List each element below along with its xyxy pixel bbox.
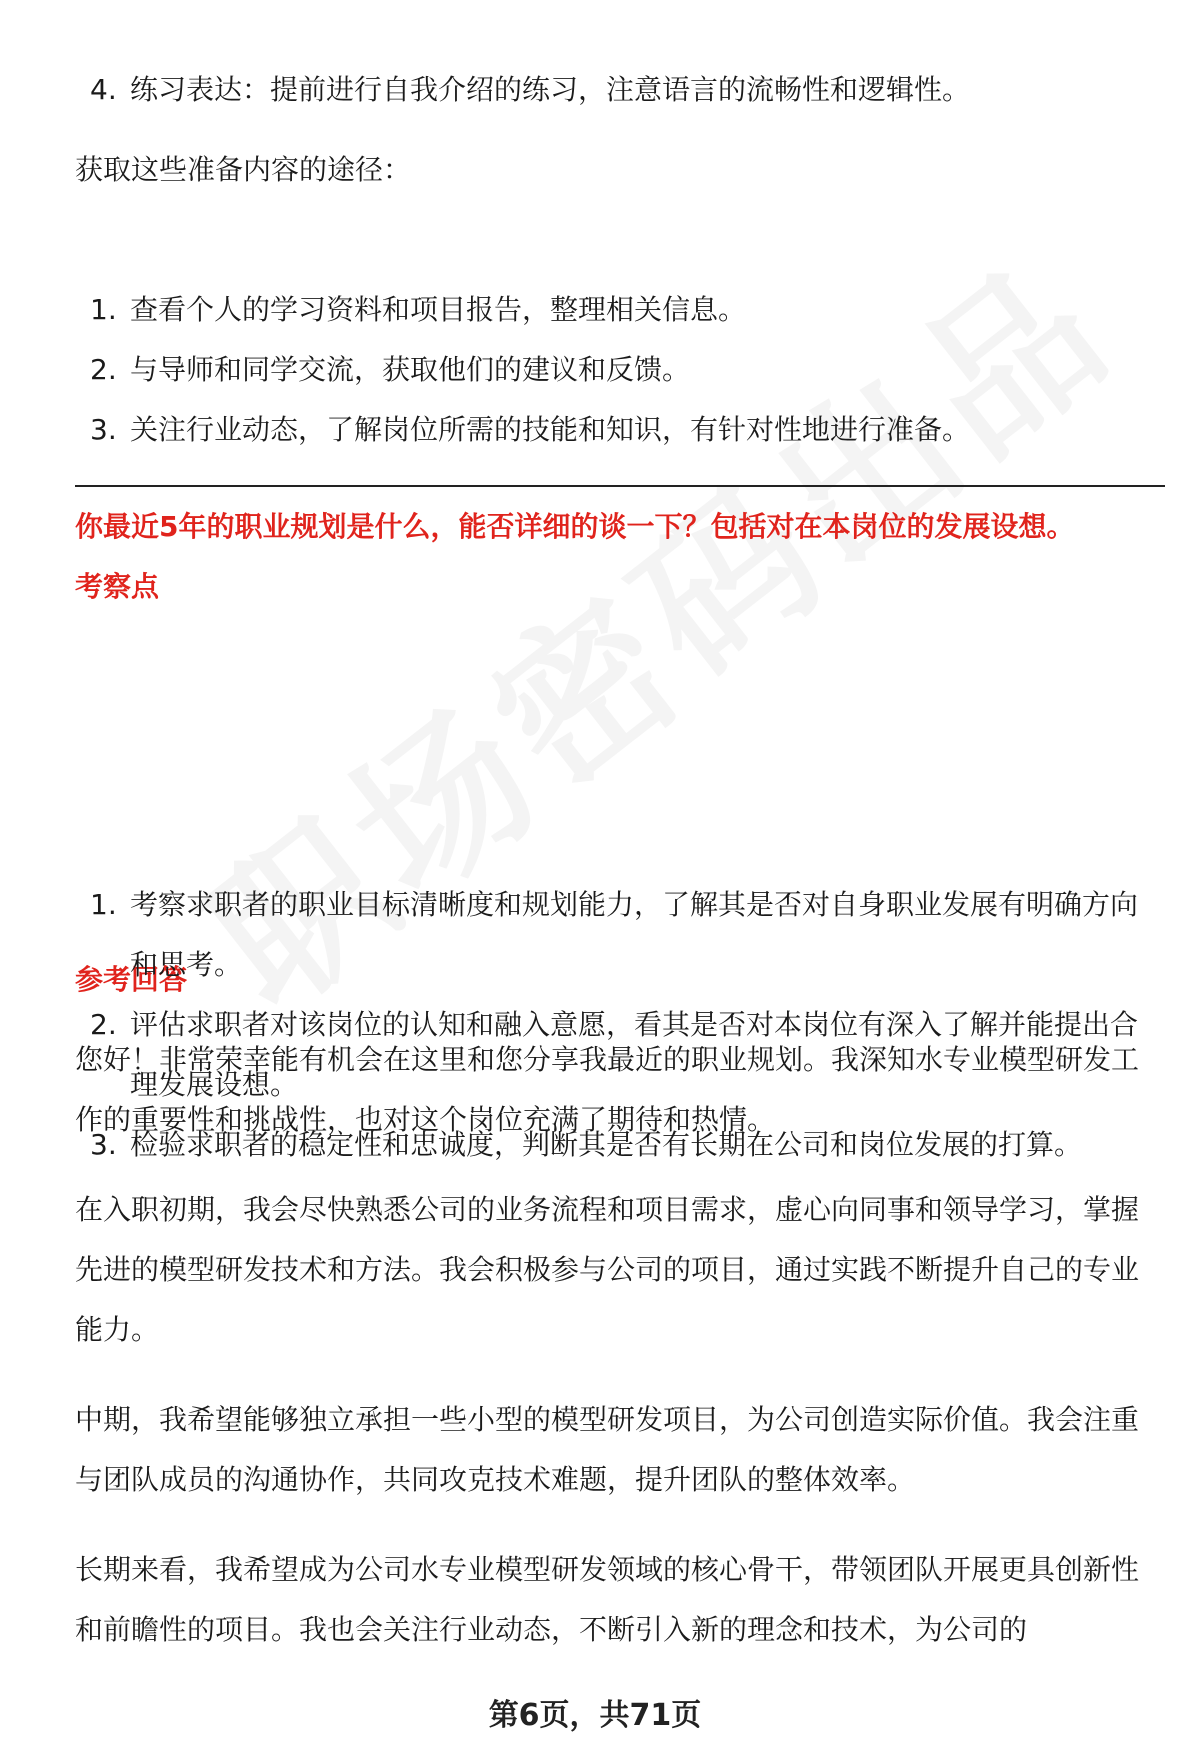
list-number: 2. xyxy=(90,353,117,386)
list-item xyxy=(75,340,1165,400)
question-title: 你最近5年的职业规划是什么，能否详细的谈一下？包括对在本岗位的发展设想。 xyxy=(75,510,1075,543)
list-text: 与导师和同学交流，获取他们的建议和反馈。 xyxy=(130,353,691,386)
list-number: 4. xyxy=(90,73,117,106)
document-page xyxy=(75,0,1165,1755)
page-footer: 第6页，共71页 xyxy=(488,1698,702,1733)
sources-list xyxy=(75,280,1165,460)
list-item xyxy=(75,875,1165,995)
list-text: 查看个人的学习资料和项目报告，整理相关信息。 xyxy=(130,293,747,326)
exam-heading: 考察点 xyxy=(75,570,160,603)
list-text: 关注行业动态，了解岗位所需的技能和知识，有针对性地进行准备。 xyxy=(130,413,971,446)
sources-heading: 获取这些准备内容的途径： xyxy=(75,153,412,186)
list-item xyxy=(75,400,1165,460)
list-text: 考察求职者的职业目标清晰度和规划能力，了解其是否对自身职业发展有明确方向和思考。 xyxy=(130,888,1139,981)
answer-paragraph: 您好！非常荣幸能有机会在这里和您分享我最近的职业规划。我深知水专业模型研发工作的重要性和挑战性，也对这个岗位充满了期待和热情。 xyxy=(75,1043,1140,1136)
list-text: 练习表达：提前进行自我介绍的练习，注意语言的流畅性和逻辑性。 xyxy=(130,73,971,106)
answer-paragraph: 中期，我希望能够独立承担一些小型的模型研发项目，为公司创造实际价值。我会注重与团队成员的沟通协作，共同攻克技术难题，提升团队的整体效率。 xyxy=(75,1403,1140,1496)
list-text: 评估求职者对该岗位的认知和融入意愿，看其是否对本岗位有深入了解并能提出合理发展设想。 xyxy=(130,1008,1139,1101)
list-number: 1. xyxy=(90,293,117,326)
answer-paragraph: 长期来看，我希望成为公司水专业模型研发领域的核心骨干，带领团队开展更具创新性和前瞻性的项目。我也会关注行业动态，不断引入新的理念和技术，为公司的 xyxy=(75,1553,1140,1646)
list-number: 2. xyxy=(90,1008,117,1041)
list-number: 1. xyxy=(90,888,117,921)
answer-heading: 参考回答 xyxy=(75,963,188,996)
section-divider xyxy=(75,485,1165,487)
top-list xyxy=(75,60,1165,120)
answer-paragraph: 在入职初期，我会尽快熟悉公司的业务流程和项目需求，虚心向同事和领导学习，掌握先进的模型研发技术和方法。我会积极参与公司的项目，通过实践不断提升自己的专业能力。 xyxy=(75,1193,1140,1346)
list-number: 3. xyxy=(90,413,117,446)
list-item xyxy=(75,280,1165,340)
list-item xyxy=(75,60,1165,120)
list-text: 检验求职者的稳定性和忠诚度，判断其是否有长期在公司和岗位发展的打算。 xyxy=(130,1128,1083,1161)
list-number: 3. xyxy=(90,1128,117,1161)
